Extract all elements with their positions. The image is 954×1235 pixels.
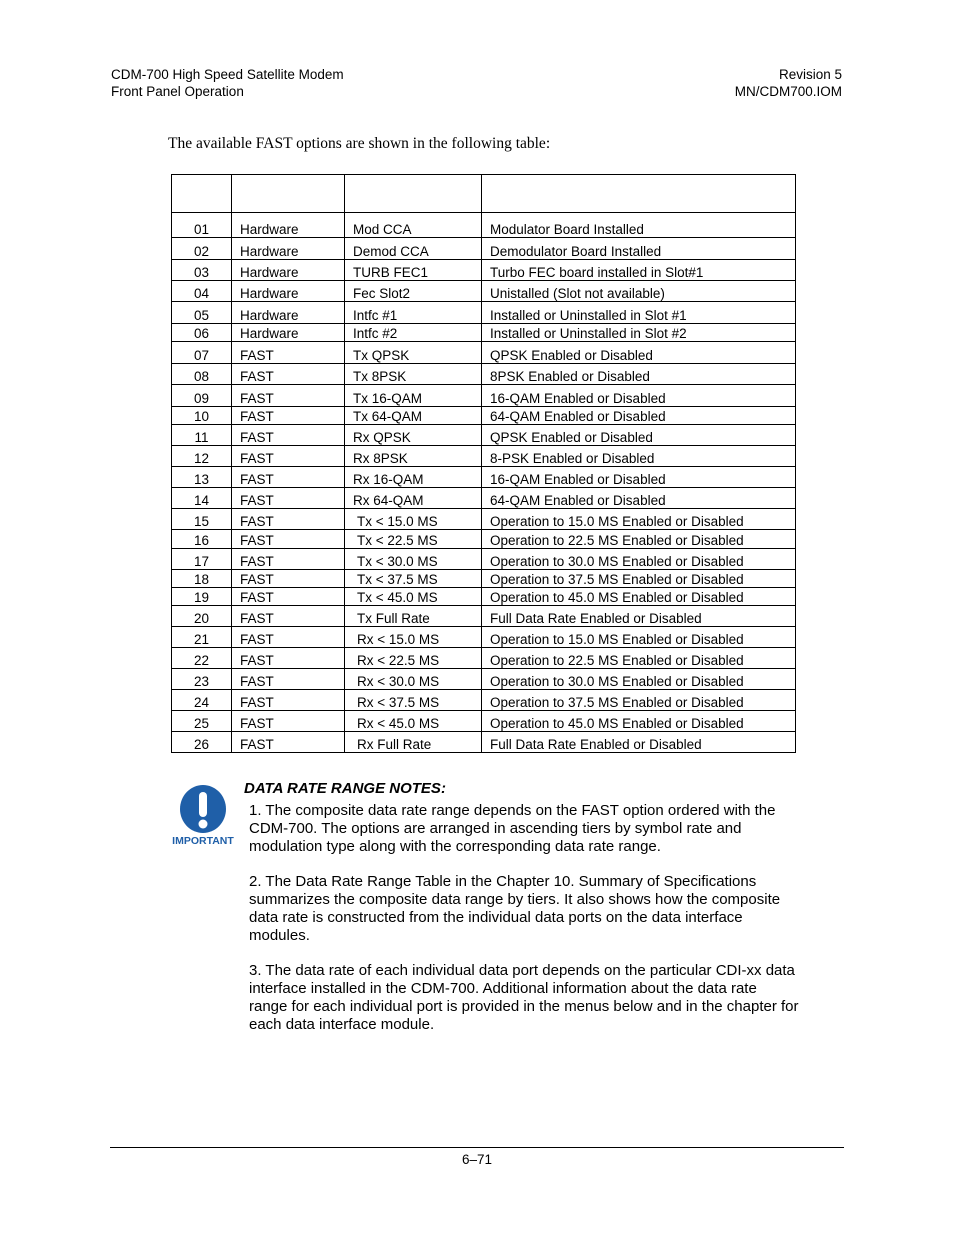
row-type: Hardware — [232, 281, 345, 302]
row-type: FAST — [232, 385, 345, 407]
row-description: Operation to 30.0 MS Enabled or Disabled — [482, 669, 796, 690]
row-number: 01 — [172, 213, 232, 238]
row-description: Full Data Rate Enabled or Disabled — [482, 606, 796, 627]
row-description: Unistalled (Slot not available) — [482, 281, 796, 302]
row-option: Tx < 45.0 MS — [345, 588, 482, 606]
row-description: 8PSK Enabled or Disabled — [482, 364, 796, 385]
row-option: Rx 8PSK — [345, 446, 482, 467]
note-paragraph: 1. The composite data rate range depends on the FAST option ordered with the CDM-700. The options are arranged in ascending tiers by symbol rate and modulation type along with the corresponding data rate range. — [249, 802, 776, 855]
header-cell-description — [482, 175, 796, 213]
row-type: FAST — [232, 446, 345, 467]
row-number: 17 — [172, 549, 232, 570]
table-row — [172, 549, 796, 570]
row-option: Tx < 37.5 MS — [345, 570, 482, 588]
table-row — [172, 588, 796, 606]
row-type: FAST — [232, 364, 345, 385]
row-number: 12 — [172, 446, 232, 467]
table-row — [172, 446, 796, 467]
row-number: 10 — [172, 407, 232, 425]
note-paragraph: 2. The Data Rate Range Table in the Chapter 10. Summary of Specifications summarizes the composite data range by tiers. It also shows how the composite data rate is constructed from the individual data ports on the data interface modules. — [249, 873, 781, 944]
row-option: Rx < 15.0 MS — [345, 627, 482, 648]
row-type: FAST — [232, 627, 345, 648]
table-row — [172, 342, 796, 364]
row-option: Rx < 45.0 MS — [345, 711, 482, 732]
row-type: Hardware — [232, 213, 345, 238]
row-description: QPSK Enabled or Disabled — [482, 342, 796, 364]
row-number: 19 — [172, 588, 232, 606]
row-number: 14 — [172, 488, 232, 509]
table-row — [172, 302, 796, 324]
table-row — [172, 260, 796, 281]
row-number: 18 — [172, 570, 232, 588]
important-icon-label: IMPORTANT — [172, 835, 234, 847]
row-option: Tx 16-QAM — [345, 385, 482, 407]
row-type: FAST — [232, 648, 345, 669]
row-description: 64-QAM Enabled or Disabled — [482, 488, 796, 509]
row-description: Operation to 22.5 MS Enabled or Disabled — [482, 648, 796, 669]
row-type: FAST — [232, 690, 345, 711]
table-row — [172, 711, 796, 732]
table-row — [172, 690, 796, 711]
row-number: 09 — [172, 385, 232, 407]
row-description: Operation to 15.0 MS Enabled or Disabled — [482, 509, 796, 530]
row-description: Operation to 22.5 MS Enabled or Disabled — [482, 530, 796, 549]
row-number: 24 — [172, 690, 232, 711]
row-description: QPSK Enabled or Disabled — [482, 425, 796, 446]
row-option: Rx 64-QAM — [345, 488, 482, 509]
row-type: Hardware — [232, 238, 345, 260]
row-description: 16-QAM Enabled or Disabled — [482, 385, 796, 407]
notes-body — [249, 802, 799, 1051]
row-option: Rx 16-QAM — [345, 467, 482, 488]
row-number: 11 — [172, 425, 232, 446]
row-option: Tx QPSK — [345, 342, 482, 364]
row-number: 26 — [172, 732, 232, 753]
row-description: Operation to 37.5 MS Enabled or Disabled — [482, 690, 796, 711]
row-description: Operation to 37.5 MS Enabled or Disabled — [482, 570, 796, 588]
row-number: 13 — [172, 467, 232, 488]
row-description: 16-QAM Enabled or Disabled — [482, 467, 796, 488]
intro-paragraph: The available FAST options are shown in the following table: — [168, 135, 551, 152]
row-description: Operation to 45.0 MS Enabled or Disabled — [482, 711, 796, 732]
chapter-title: Front Panel Operation — [111, 83, 244, 99]
row-type: FAST — [232, 711, 345, 732]
fast-options-table — [171, 174, 796, 753]
row-type: FAST — [232, 467, 345, 488]
row-type: FAST — [232, 342, 345, 364]
row-option: Tx < 30.0 MS — [345, 549, 482, 570]
row-description: 64-QAM Enabled or Disabled — [482, 407, 796, 425]
table-row — [172, 364, 796, 385]
row-number: 07 — [172, 342, 232, 364]
row-option: Tx 8PSK — [345, 364, 482, 385]
row-number: 15 — [172, 509, 232, 530]
table-row — [172, 467, 796, 488]
row-type: FAST — [232, 488, 345, 509]
row-number: 21 — [172, 627, 232, 648]
table-row — [172, 509, 796, 530]
row-type: FAST — [232, 530, 345, 549]
row-description: 8-PSK Enabled or Disabled — [482, 446, 796, 467]
row-option: Fec Slot2 — [345, 281, 482, 302]
row-number: 06 — [172, 324, 232, 342]
header-cell-type — [232, 175, 345, 213]
row-number: 25 — [172, 711, 232, 732]
table-row — [172, 732, 796, 753]
row-option: Demod CCA — [345, 238, 482, 260]
row-description: Installed or Uninstalled in Slot #2 — [482, 324, 796, 342]
row-option: Rx Full Rate — [345, 732, 482, 753]
revision-label: Revision 5 — [778, 67, 842, 82]
table-row — [172, 570, 796, 588]
row-type: FAST — [232, 570, 345, 588]
table-row — [172, 281, 796, 302]
table-header-row — [172, 175, 796, 213]
row-number: 02 — [172, 238, 232, 260]
header-cell-option — [345, 175, 482, 213]
header-cell-number — [172, 175, 232, 213]
row-type: Hardware — [232, 324, 345, 342]
table-row — [172, 530, 796, 549]
row-description: Full Data Rate Enabled or Disabled — [482, 732, 796, 753]
row-description: Demodulator Board Installed — [482, 238, 796, 260]
row-type: FAST — [232, 669, 345, 690]
page-header-left — [111, 67, 344, 100]
row-number: 20 — [172, 606, 232, 627]
row-type: FAST — [232, 425, 345, 446]
table-row — [172, 385, 796, 407]
row-type: FAST — [232, 509, 345, 530]
row-option: Rx < 30.0 MS — [345, 669, 482, 690]
row-type: FAST — [232, 732, 345, 753]
row-option: Intfc #2 — [345, 324, 482, 342]
row-number: 23 — [172, 669, 232, 690]
row-type: FAST — [232, 588, 345, 606]
row-number: 08 — [172, 364, 232, 385]
row-number: 22 — [172, 648, 232, 669]
row-option: Tx < 22.5 MS — [345, 530, 482, 549]
row-type: Hardware — [232, 260, 345, 281]
notes-title: DATA RATE RANGE NOTES: — [244, 780, 446, 797]
table-row — [172, 627, 796, 648]
important-icon — [171, 784, 235, 848]
page-number: 6–71 — [461, 1152, 493, 1167]
row-option: Rx QPSK — [345, 425, 482, 446]
row-option: Intfc #1 — [345, 302, 482, 324]
row-option: Rx < 22.5 MS — [345, 648, 482, 669]
note-paragraph: 3. The data rate of each individual data port depends on the particular CDI-xx data interface installed in the CDM-700. Additional information about the data rate range for each individual port is provided in the menus below and in the chapter for each data interface module. — [249, 962, 799, 1033]
row-number: 16 — [172, 530, 232, 549]
row-type: FAST — [232, 549, 345, 570]
table-row — [172, 669, 796, 690]
row-number: 04 — [172, 281, 232, 302]
page-header-right — [735, 67, 842, 100]
row-description: Modulator Board Installed — [482, 213, 796, 238]
table-row — [172, 425, 796, 446]
table-row — [172, 648, 796, 669]
table-row — [172, 606, 796, 627]
row-option: Tx Full Rate — [345, 606, 482, 627]
table-row — [172, 407, 796, 425]
row-number: 05 — [172, 302, 232, 324]
row-option: Tx < 15.0 MS — [345, 509, 482, 530]
table-row — [172, 238, 796, 260]
row-type: FAST — [232, 606, 345, 627]
footer-rule — [110, 1147, 844, 1148]
manual-number: MN/CDM700.IOM — [734, 83, 842, 99]
row-option: Rx < 37.5 MS — [345, 690, 482, 711]
row-description: Installed or Uninstalled in Slot #1 — [482, 302, 796, 324]
row-description: Operation to 45.0 MS Enabled or Disabled — [482, 588, 796, 606]
row-option: TURB FEC1 — [345, 260, 482, 281]
row-option: Tx 64-QAM — [345, 407, 482, 425]
row-number: 03 — [172, 260, 232, 281]
table-row — [172, 324, 796, 342]
document-title: CDM-700 High Speed Satellite Modem — [111, 67, 344, 82]
row-description: Turbo FEC board installed in Slot#1 — [482, 260, 796, 281]
row-type: Hardware — [232, 302, 345, 324]
row-description: Operation to 15.0 MS Enabled or Disabled — [482, 627, 796, 648]
table-row — [172, 213, 796, 238]
row-type: FAST — [232, 407, 345, 425]
row-description: Operation to 30.0 MS Enabled or Disabled — [482, 549, 796, 570]
row-option: Mod CCA — [345, 213, 482, 238]
table-row — [172, 488, 796, 509]
